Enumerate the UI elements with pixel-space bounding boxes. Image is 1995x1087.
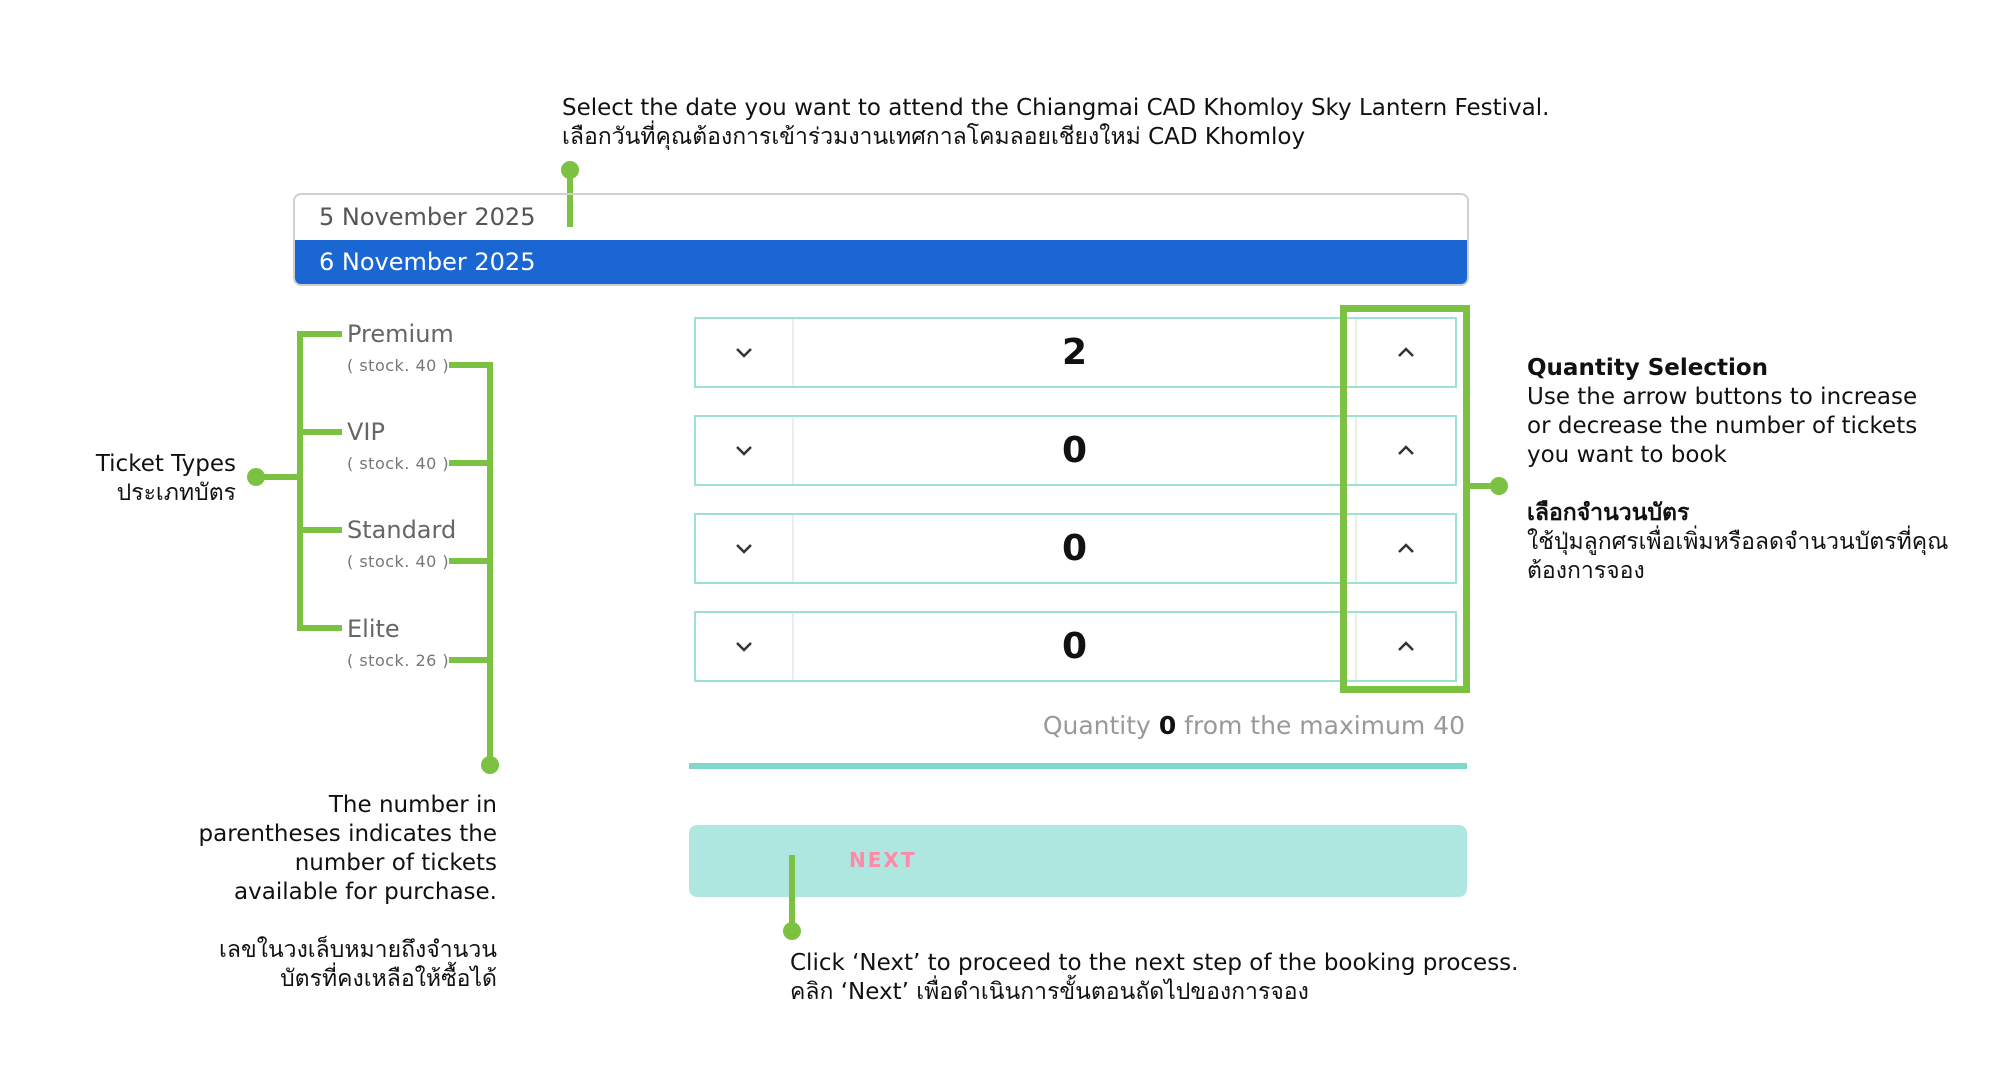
stock-note-line: บัตรที่คงเหลือให้ซื้อได้ xyxy=(280,966,497,992)
annotation-line xyxy=(449,362,493,368)
annotation-dot xyxy=(247,468,265,486)
quantity-value[interactable]: 0 xyxy=(1061,626,1088,667)
stock-note-line: available for purchase. xyxy=(234,879,497,905)
annotation-line xyxy=(567,195,573,227)
quantity-value[interactable]: 0 xyxy=(1061,430,1088,471)
next-note xyxy=(790,949,1518,1007)
ticket-type-name: Elite xyxy=(347,615,400,643)
chevron-down-icon xyxy=(735,347,753,358)
next-button[interactable] xyxy=(689,825,1467,897)
divider xyxy=(689,763,1467,769)
ticket-type-stock: ( stock. 26 ) xyxy=(347,651,450,670)
ticket-type-stock: ( stock. 40 ) xyxy=(347,356,450,375)
annotation-line xyxy=(297,429,342,435)
next-note-en: Click ‘Next’ to proceed to the next step of the booking process. xyxy=(790,950,1519,976)
annotation-line xyxy=(297,625,342,631)
decrease-button[interactable] xyxy=(696,319,794,386)
ticket-types-bracket xyxy=(297,331,303,631)
ticket-types-note-en: Ticket Types xyxy=(95,451,236,477)
date-option[interactable]: 5 November 2025 xyxy=(319,203,536,231)
date-instruction-th: เลือกวันที่คุณต้องการเข้าร่วมงานเทศกาลโคมลอยเชียงใหม่ CAD Khomloy xyxy=(562,124,1306,150)
ticket-type-name: Premium xyxy=(347,320,454,348)
ticket-type-name: Standard xyxy=(347,516,457,544)
quantity-note xyxy=(1527,354,1948,586)
stock-note-line: parentheses indicates the xyxy=(198,821,497,847)
quantity-note-line: you want to book xyxy=(1527,442,1727,468)
next-note-th: คลิก ‘Next’ เพื่อดำเนินการขั้นตอนถัดไปของการจอง xyxy=(790,979,1309,1005)
quantity-summary xyxy=(1043,711,1465,740)
annotation-dot xyxy=(481,756,499,774)
annotation-line xyxy=(297,331,342,337)
annotation-dot xyxy=(1490,477,1508,495)
quantity-value[interactable]: 2 xyxy=(1061,332,1088,373)
annotation-line xyxy=(449,558,493,564)
annotation-dot xyxy=(783,922,801,940)
quantity-note-line: ต้องการจอง xyxy=(1527,558,1645,584)
date-instruction-en: Select the date you want to attend the Chiangmai CAD Khomloy Sky Lantern Festival. xyxy=(562,95,1550,121)
annotation-line xyxy=(449,460,493,466)
ticket-type-stock: ( stock. 40 ) xyxy=(347,454,450,473)
ticket-type-stock: ( stock. 40 ) xyxy=(347,552,450,571)
chevron-down-icon xyxy=(735,543,753,554)
stock-note-line: The number in xyxy=(328,792,497,818)
summary-suffix: from the maximum 40 xyxy=(1184,711,1465,740)
stock-note-line: เลขในวงเล็บหมายถึงจำนวน xyxy=(219,937,497,963)
date-select-list[interactable] xyxy=(293,193,1469,286)
annotation-line xyxy=(789,855,795,930)
chevron-down-icon xyxy=(735,445,753,456)
summary-prefix: Quantity xyxy=(1042,711,1151,740)
summary-quantity: 0 xyxy=(1158,711,1177,740)
next-button-label: NEXT xyxy=(849,848,917,872)
quantity-note-line: ใช้ปุ่มลูกศรเพื่อเพิ่มหรือลดจำนวนบัตรที่คุณ xyxy=(1527,529,1949,555)
quantity-note-title-th: เลือกจำนวนบัตร xyxy=(1527,500,1690,526)
annotation-line xyxy=(449,657,493,663)
quantity-note-title-en: Quantity Selection xyxy=(1527,355,1769,381)
decrease-button[interactable] xyxy=(696,613,794,680)
decrease-button[interactable] xyxy=(696,515,794,582)
quantity-value[interactable]: 0 xyxy=(1061,528,1088,569)
annotation-line xyxy=(262,474,300,480)
stock-note xyxy=(140,791,497,994)
quantity-note-line: or decrease the number of tickets xyxy=(1527,413,1918,439)
decrease-button[interactable] xyxy=(696,417,794,484)
chevron-down-icon xyxy=(735,641,753,652)
ticket-type-name: VIP xyxy=(347,418,385,446)
stock-note-line: number of tickets xyxy=(294,850,497,876)
quantity-note-line: Use the arrow buttons to increase xyxy=(1527,384,1918,410)
date-option-selected[interactable]: 6 November 2025 xyxy=(295,240,1467,285)
annotation-line xyxy=(297,527,342,533)
quantity-highlight-box xyxy=(1340,305,1470,693)
date-instruction-note xyxy=(562,94,1549,152)
ticket-types-note-th: ประเภทบัตร xyxy=(116,480,236,506)
ticket-types-note xyxy=(60,450,236,508)
